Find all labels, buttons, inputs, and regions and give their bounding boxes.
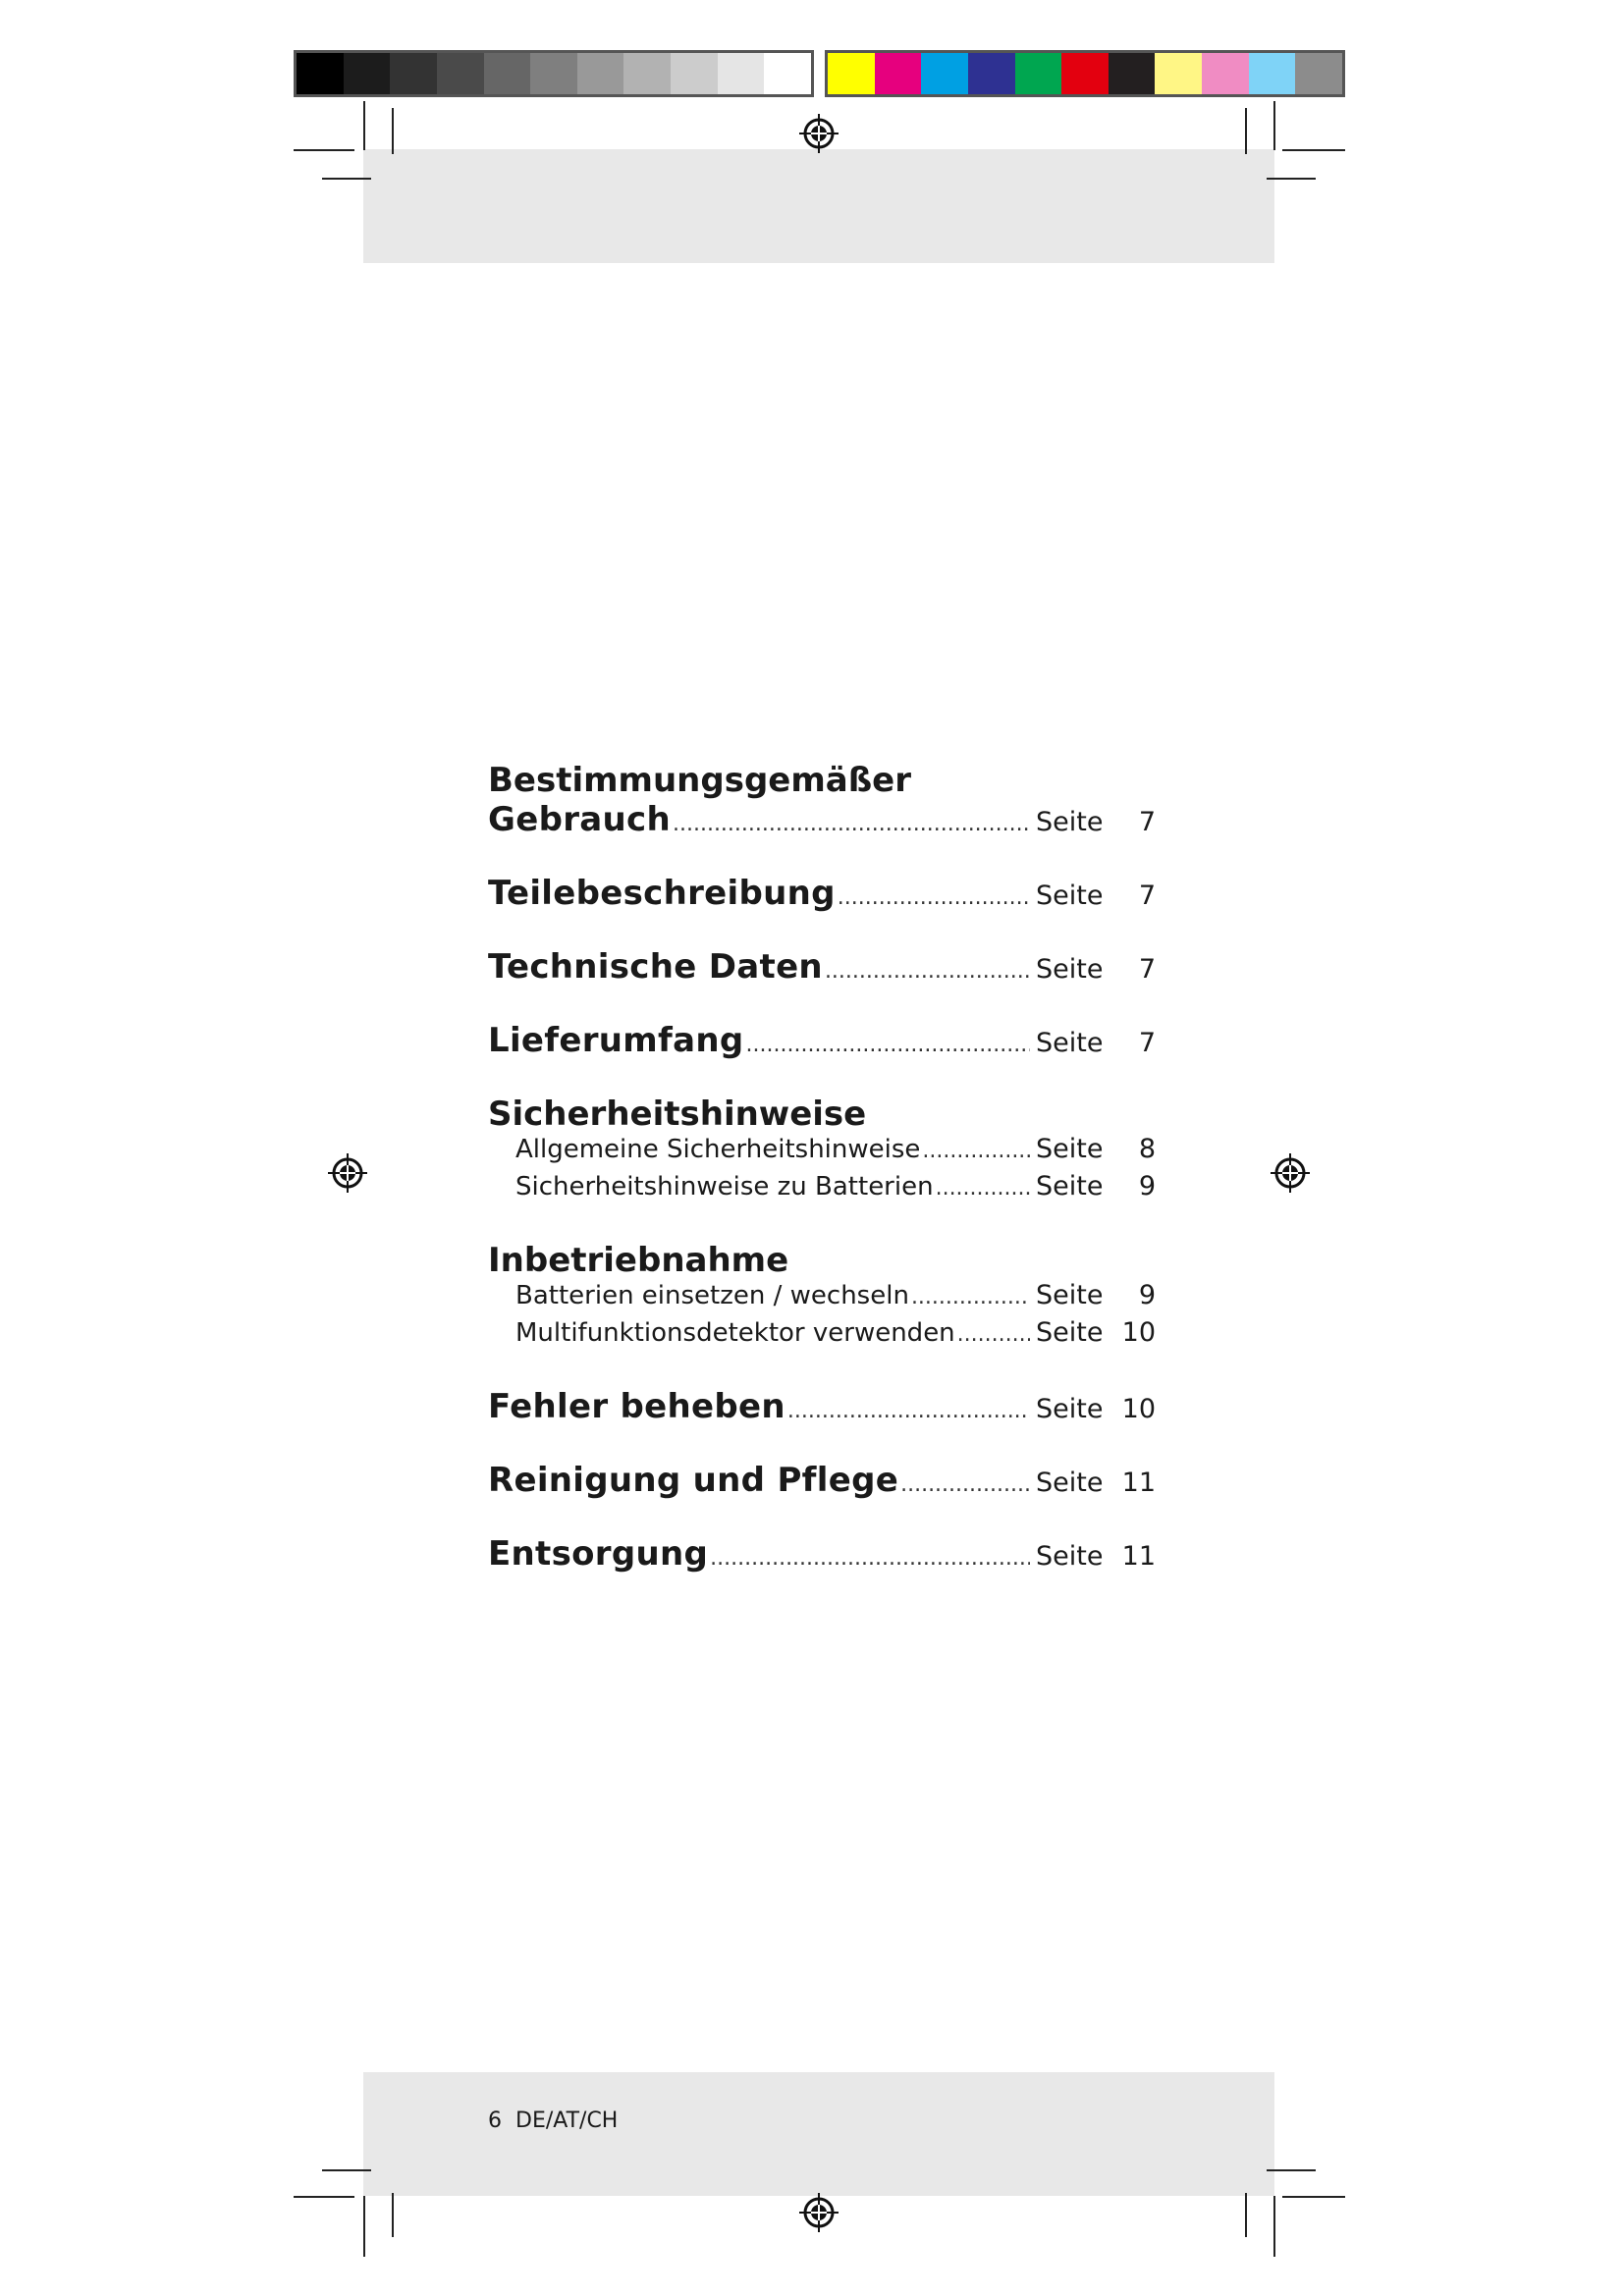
toc-section-title: Inbetriebnahme [488, 1241, 789, 1280]
toc-entry-title: Technische Daten [488, 947, 823, 987]
toc-subentry-title: Sicherheitshinweise zu Batterien [515, 1172, 934, 1201]
color-swatch [437, 53, 484, 94]
toc-subentry[interactable] [488, 1171, 1156, 1208]
toc-seite-label: Seite [1036, 1280, 1104, 1310]
color-swatch [577, 53, 624, 94]
crop-mark [1273, 2196, 1275, 2257]
toc-section-title: Sicherheitshinweise [488, 1095, 867, 1134]
header-band [363, 149, 1274, 263]
color-swatch [671, 53, 718, 94]
color-swatch [1061, 53, 1109, 94]
toc-entry[interactable] [488, 1387, 1156, 1426]
crop-mark [1267, 2169, 1316, 2171]
toc-leader-dots [922, 1139, 1030, 1163]
toc-subentry-title: Allgemeine Sicherheitshinweise [515, 1135, 921, 1164]
toc-seite-label: Seite [1036, 1134, 1104, 1164]
grayscale-calibration-bar [294, 50, 814, 97]
toc-subentry-title: Batterien einsetzen / wechseln [515, 1281, 909, 1310]
toc-leader-dots [911, 1285, 1030, 1309]
toc-leader-dots [957, 1322, 1030, 1347]
table-of-contents [488, 761, 1156, 1574]
toc-page-number: 7 [1138, 807, 1156, 837]
toc-entry-title: Entsorgung [488, 1534, 709, 1574]
toc-leader-dots [673, 812, 1030, 836]
footer-band [363, 2072, 1274, 2196]
toc-seite-label: Seite [1036, 1468, 1104, 1498]
toc-leader-dots [936, 1176, 1030, 1201]
crop-mark [392, 2193, 394, 2237]
toc-page-number: 10 [1121, 1394, 1156, 1424]
crop-mark [294, 149, 354, 151]
toc-page-number: 11 [1121, 1541, 1156, 1572]
crop-mark [1245, 108, 1247, 154]
crop-mark [1245, 2193, 1247, 2237]
toc-subentry[interactable] [488, 1317, 1156, 1355]
color-swatch [1155, 53, 1202, 94]
registration-mark-icon [797, 112, 840, 155]
toc-subentry[interactable] [488, 1280, 1156, 1317]
toc-leader-dots [710, 1546, 1030, 1571]
toc-title-line: Bestimmungsgemäßer [488, 761, 912, 800]
registration-mark-icon [326, 1151, 369, 1195]
toc-leader-dots [825, 959, 1030, 984]
toc-entry[interactable] [488, 1534, 1156, 1574]
toc-seite-label: Seite [1036, 881, 1104, 911]
color-swatch [297, 53, 344, 94]
crop-mark [363, 2196, 365, 2257]
color-swatch [623, 53, 671, 94]
crop-mark [1282, 149, 1345, 151]
crop-mark [1282, 2196, 1345, 2198]
color-swatch [484, 53, 531, 94]
toc-entry[interactable] [488, 1021, 1156, 1060]
color-swatch [1202, 53, 1249, 94]
page-number: 6 [488, 2109, 502, 2133]
toc-seite-label: Seite [1036, 1171, 1104, 1201]
locale-label: DE/AT/CH [515, 2109, 619, 2133]
toc-leader-dots [838, 885, 1030, 910]
toc-page-number: 9 [1138, 1280, 1156, 1310]
color-swatch [1015, 53, 1062, 94]
toc-page-number: 7 [1138, 881, 1156, 911]
crop-mark [392, 108, 394, 154]
color-swatch [530, 53, 577, 94]
color-swatch [921, 53, 968, 94]
color-calibration-bar [825, 50, 1345, 97]
color-swatch [1295, 53, 1342, 94]
color-swatch [390, 53, 437, 94]
toc-entry-title: Gebrauch [488, 800, 671, 839]
toc-seite-label: Seite [1036, 1541, 1104, 1572]
toc-leader-dots [746, 1033, 1030, 1057]
toc-entry[interactable] [488, 947, 1156, 987]
toc-page-number: 9 [1138, 1171, 1156, 1201]
color-swatch [718, 53, 765, 94]
color-swatch [764, 53, 811, 94]
toc-entry[interactable] [488, 1461, 1156, 1500]
toc-entry-title: Teilebeschreibung [488, 874, 836, 913]
crop-mark [1273, 101, 1275, 150]
toc-seite-label: Seite [1036, 1317, 1104, 1348]
crop-mark [1267, 178, 1316, 180]
toc-seite-label: Seite [1036, 1394, 1104, 1424]
page-footer [488, 2109, 618, 2133]
toc-seite-label: Seite [1036, 807, 1104, 837]
crop-mark [322, 2169, 371, 2171]
color-swatch [875, 53, 922, 94]
toc-page-number: 10 [1121, 1317, 1156, 1348]
color-swatch [828, 53, 875, 94]
color-swatch [968, 53, 1015, 94]
toc-leader-dots [787, 1399, 1030, 1423]
toc-leader-dots [900, 1472, 1030, 1497]
registration-mark-icon [797, 2191, 840, 2234]
color-swatch [344, 53, 391, 94]
toc-entry-title: Fehler beheben [488, 1387, 785, 1426]
toc-page-number: 11 [1121, 1468, 1156, 1498]
color-swatch [1109, 53, 1156, 94]
crop-mark [322, 178, 371, 180]
toc-entry[interactable] [488, 800, 1156, 839]
crop-mark [363, 101, 365, 150]
toc-page-number: 7 [1138, 954, 1156, 985]
toc-subentry-title: Multifunktionsdetektor verwenden [515, 1318, 955, 1348]
crop-mark [294, 2196, 354, 2198]
registration-mark-icon [1269, 1151, 1312, 1195]
toc-entry-title: Reinigung und Pflege [488, 1461, 899, 1500]
toc-entry-title: Lieferumfang [488, 1021, 744, 1060]
toc-subentry[interactable] [488, 1134, 1156, 1171]
toc-page-number: 8 [1138, 1134, 1156, 1164]
toc-seite-label: Seite [1036, 954, 1104, 985]
toc-seite-label: Seite [1036, 1028, 1104, 1058]
toc-page-number: 7 [1138, 1028, 1156, 1058]
color-swatch [1249, 53, 1296, 94]
toc-entry[interactable] [488, 874, 1156, 913]
